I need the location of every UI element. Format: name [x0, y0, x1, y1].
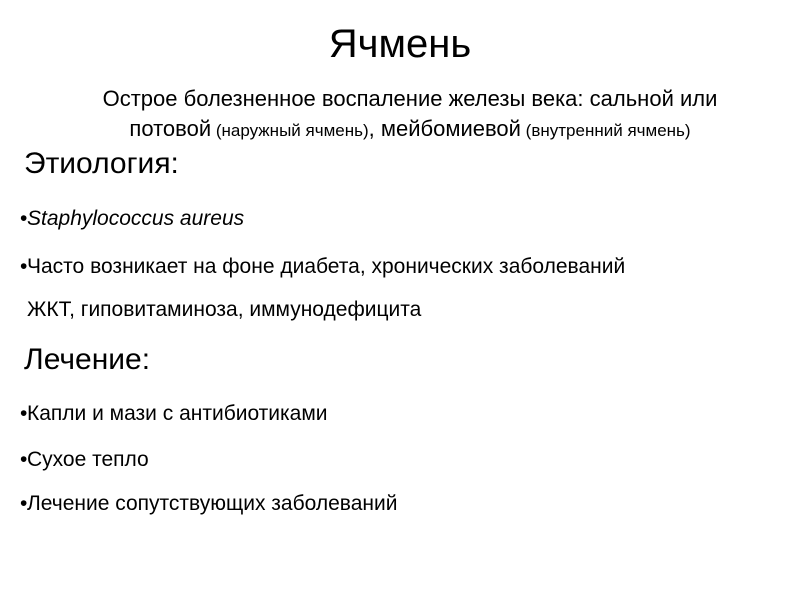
etiology-item-1	[20, 205, 244, 233]
bullet-glyph: •	[20, 207, 28, 230]
treatment-item-2-text: Сухое тепло	[27, 448, 149, 471]
treatment-heading: Лечение:	[24, 343, 151, 376]
treatment-item-3	[20, 490, 397, 518]
etiology-item-2-continuation: ЖКТ, гиповитаминоза, иммунодефицита	[27, 298, 422, 321]
slide-subtitle	[20, 84, 800, 146]
subtitle-external-note: (наружный ячмень)	[211, 121, 369, 140]
etiology-heading: Этиология:	[24, 147, 179, 180]
treatment-item-1	[20, 400, 328, 428]
bullet-glyph: •	[20, 448, 28, 471]
treatment-item-3-text: Лечение сопутствующих заболеваний	[27, 492, 398, 515]
bullet-glyph: •	[20, 402, 28, 425]
subtitle-line-1: Острое болезненное воспаление железы века: сальной или	[102, 86, 718, 111]
subtitle-sweat-gland: потовой	[129, 116, 212, 141]
etiology-item-2-text: Часто возникает на фоне диабета, хронических заболеваний	[27, 255, 626, 278]
subtitle-line-2	[20, 114, 800, 146]
slide-title: Ячмень	[328, 22, 472, 66]
etiology-item-2	[20, 253, 625, 281]
treatment-item-2	[20, 446, 149, 474]
subtitle-meibomian-gland: , мейбомиевой	[368, 116, 521, 141]
subtitle-internal-note: (внутренний ячмень)	[520, 121, 691, 140]
treatment-item-1-text: Капли и мази с антибиотиками	[27, 402, 328, 425]
bullet-glyph: •	[20, 255, 28, 278]
etiology-item-1-text: Staphylococcus aureus	[27, 207, 245, 230]
bullet-glyph: •	[20, 492, 28, 515]
